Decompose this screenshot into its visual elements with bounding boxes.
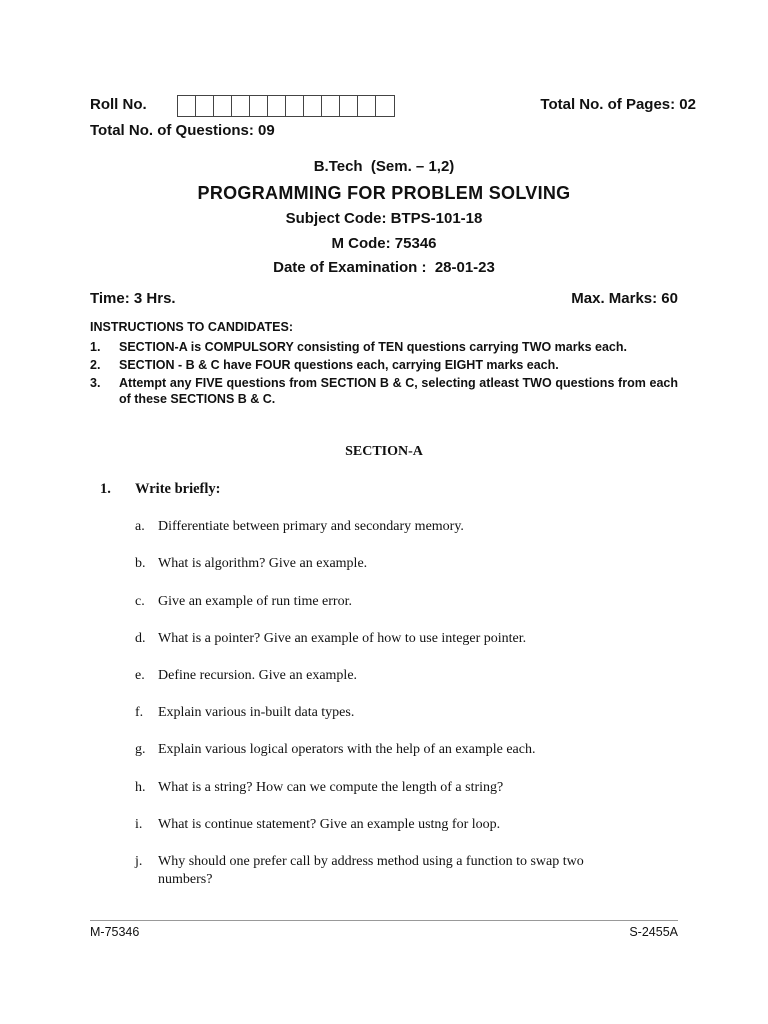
roll-number-digit-box[interactable] (178, 96, 196, 116)
roll-number-digit-box[interactable] (232, 96, 250, 116)
max-marks: Max. Marks: 60 (571, 290, 678, 307)
sub-question (135, 779, 645, 797)
roll-number-digit-box[interactable] (340, 96, 358, 116)
sub-question-letter: i. (135, 817, 143, 832)
sub-question (135, 593, 645, 611)
sub-question-letter: g. (135, 742, 146, 757)
sub-question-text: Give an example of run time error. (158, 594, 352, 609)
sub-question-text: Explain various logical operators with the help of an example each. (158, 742, 536, 757)
instruction-text: SECTION-A is COMPULSORY consisting of TEN questions carrying TWO marks each. (119, 340, 627, 354)
footer-divider (90, 920, 678, 921)
sub-question-letter: c. (135, 594, 145, 609)
instruction-number: 2. (90, 358, 101, 372)
section-title: SECTION-A (345, 444, 423, 459)
roll-number-digit-box[interactable] (214, 96, 232, 116)
sub-question-letter: b. (135, 556, 146, 571)
instruction-item (90, 357, 678, 373)
instruction-number: 1. (90, 340, 101, 354)
total-pages: Total No. of Pages: 02 (540, 96, 696, 113)
total-questions: Total No. of Questions: 09 (90, 122, 275, 139)
roll-number-digit-box[interactable] (286, 96, 304, 116)
sub-question (135, 518, 645, 536)
sub-question-text: What is a string? How can we compute the length of a string? (158, 780, 504, 795)
roll-number-digit-box[interactable] (304, 96, 322, 116)
footer-paper-code: S-2455A (629, 925, 678, 939)
sub-question-text: Explain various in-built data types. (158, 705, 355, 720)
instruction-text: Attempt any FIVE questions from SECTION B & C, selecting atleast TWO questions from each of these SECTIONS B & C. (119, 376, 678, 406)
question-number: 1. (100, 481, 111, 497)
sub-question-letter: h. (135, 780, 146, 795)
sub-question (135, 816, 645, 834)
m-code: M Code: 75346 (331, 235, 437, 252)
sub-question-text: Why should one prefer call by address method using a function to swap two numbers? (158, 854, 584, 887)
sub-question-text: What is algorithm? Give an example. (158, 556, 368, 571)
sub-question (135, 741, 645, 759)
sub-question-letter: a. (135, 519, 145, 534)
roll-number-digit-box[interactable] (196, 96, 214, 116)
roll-number-label: Roll No. (90, 96, 147, 113)
exam-time: Time: 3 Hrs. (90, 290, 176, 307)
roll-number-digit-box[interactable] (322, 96, 340, 116)
roll-number-digit-box[interactable] (250, 96, 268, 116)
footer-m-code: M-75346 (90, 925, 140, 939)
sub-question-text: What is a pointer? Give an example of how to use integer pointer. (158, 631, 527, 646)
roll-number-digit-box[interactable] (358, 96, 376, 116)
roll-number-digit-box[interactable] (268, 96, 286, 116)
sub-question (135, 555, 645, 573)
sub-question-text: Define recursion. Give an example. (158, 668, 358, 683)
sub-question (135, 853, 615, 889)
subject-code: Subject Code: BTPS-101-18 (285, 210, 483, 227)
sub-question (135, 667, 645, 685)
instruction-number: 3. (90, 376, 101, 390)
question-text: Write briefly: (135, 481, 221, 497)
exam-title: PROGRAMMING FOR PROBLEM SOLVING (197, 183, 571, 203)
sub-question (135, 630, 645, 648)
instruction-item (90, 375, 678, 407)
sub-question-letter: d. (135, 631, 146, 646)
sub-question (135, 704, 645, 722)
roll-number-digit-box[interactable] (376, 96, 394, 116)
sub-question-text: What is continue statement? Give an example ustng for loop. (158, 817, 501, 832)
sub-question-text: Differentiate between primary and secondary memory. (158, 519, 464, 534)
instruction-text: SECTION - B & C have FOUR questions each, carrying EIGHT marks each. (119, 358, 559, 372)
instruction-item (90, 339, 678, 355)
course-semester: B.Tech (Sem. – 1,2) (313, 158, 455, 175)
sub-question-letter: j. (135, 854, 143, 869)
roll-number-boxes[interactable] (177, 95, 395, 117)
instructions-heading: INSTRUCTIONS TO CANDIDATES: (90, 320, 294, 334)
sub-question-letter: e. (135, 668, 145, 683)
sub-question-letter: f. (135, 705, 144, 720)
exam-date: Date of Examination : 28-01-23 (273, 259, 495, 276)
